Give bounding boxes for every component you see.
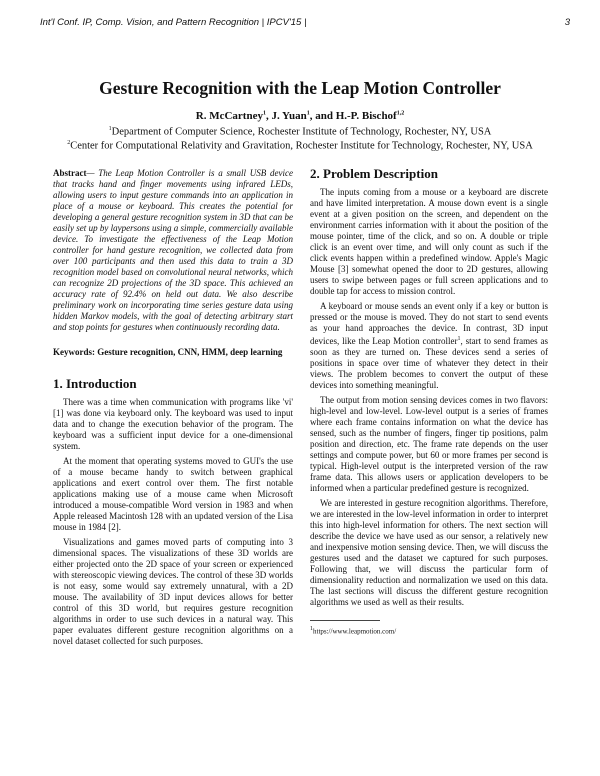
author-mccartney: R. McCartney bbox=[195, 110, 263, 122]
paragraph-text: , start to send frames as soon as they are turned on. These devices send a series of positions in space over time of whatever they detect in their views. The problem becomes to convert the output of these devices into something meaningful. bbox=[310, 336, 548, 390]
footnote bbox=[310, 624, 548, 637]
abstract-label: Abstract bbox=[53, 168, 87, 178]
author-affil-mark: 1,2 bbox=[396, 110, 405, 117]
footnote-url: https://www.leapmotion.com/ bbox=[313, 627, 397, 636]
running-header bbox=[40, 17, 570, 28]
paragraph: There was a time when communication with programs like 'vi' [1] was done via keyboard only. The keyboard was used to input data and to change the execution behavior of the program. The keyboard was a sufficient input device for a one-dimensional system. bbox=[53, 397, 293, 451]
page-number: 3 bbox=[564, 17, 570, 28]
paragraph: The inputs coming from a mouse or a keyboard are discrete and have limited interpretation. A mouse down event is a single event at a given position on the screen, and dependent on the environment carries information with it about the position of the mouse pointer, time of the click, and so on. A double or triple click is an event over time, and will only count as such if the click events happen within a predefined window. Apple's Magic Mouse [3] somewhat opened the door to 2D gestures, allowing users to swipe between pages or full screen applications and to double tap for access to mission control. bbox=[310, 187, 548, 296]
paragraph-text: A keyboard or mouse sends an event only if a key or button is pressed or the mouse is moved. They do not start to send events as your hand approaches the device. In contrast, 3D input devices, like the Leap Motion controller bbox=[310, 301, 548, 346]
abstract-text: — The Leap Motion Controller is a small USB device that tracks hand and finger movements using infrared LEDs, allowing users to input gesture commands into an application in place of a mouse or keyboard. This creates the potential for developing a general gesture recognition system in 3D that can be easily set up by laypersons using a simple, commercially available device. To investigate the effectiveness of the Leap Motion controller for hand gesture recognition, we collected data from over 100 participants and then used this data to train a 3D recognition model based on convolutional neural networks, which can recognize 2D projections of the 3D space. This achieved an accuracy rate of 92.4% on held out data. We also describe preliminary work on incorporating time series gesture data using hidden Markov models, with the goal of detecting arbitrary start and stop points for gestures when continuously recording data. bbox=[53, 168, 293, 332]
keywords: Keywords: Gesture recognition, CNN, HMM, deep learning bbox=[53, 347, 283, 357]
left-column bbox=[53, 168, 293, 651]
footnote-number: 1 bbox=[310, 626, 313, 632]
affiliation-text: Center for Computational Relativity and Gravitation, Rochester Institute for Technology, Rochester, NY, USA bbox=[70, 140, 533, 152]
footnote-divider bbox=[310, 620, 380, 621]
conference-header: Int'l Conf. IP, Comp. Vision, and Pattern Recognition | IPCV'15 | bbox=[40, 17, 307, 28]
author-bischof: , and H.-P. Bischof bbox=[309, 110, 397, 122]
section-heading-introduction: 1. Introduction bbox=[53, 376, 137, 391]
paragraph bbox=[310, 301, 548, 391]
abstract bbox=[53, 168, 293, 333]
author-affil-mark: 1 bbox=[262, 110, 266, 117]
section-heading-problem: 2. Problem Description bbox=[310, 166, 438, 181]
author-affil-mark: 1 bbox=[306, 110, 310, 117]
affiliation-mark: 1 bbox=[108, 126, 112, 132]
affiliation-1 bbox=[0, 126, 600, 138]
paragraph: We are interested in gesture recognition algorithms. Therefore, we are interested in the low-level information in order to interpret this into high-level information for others. The next section will describe the device we have used as our sensor, a relatively new and inexpensive motion sensing device. Then, we will discuss the gestures used and the dataset we captured for such purposes. Following that, we will discuss the particular form of dimensionality reduction and normalization we used on this data. The last sections will discuss the different gesture recognition algorithms we used as well as their results. bbox=[310, 498, 548, 607]
paragraph: The output from motion sensing devices comes in two flavors: high-level and low-level. Low-level output is a series of frames where each frame contains information on what the device has sensed, such as the number of fingers, finger tip positions, palm position and direction, etc. The frame rate depends on the user settings and compute power, but 60 or more frames per second is typical. High-level output is the interpreted version of the raw frame data. This allows users or application developers to be informed when a particular predefined gesture is recognized. bbox=[310, 395, 548, 493]
author-list bbox=[0, 110, 600, 122]
footnote-marker: 1 bbox=[457, 336, 461, 342]
paper-title: Gesture Recognition with the Leap Motion Controller bbox=[99, 78, 501, 98]
paragraph: Visualizations and games moved parts of computing into 3 dimensional spaces. The visualizations of these 3D worlds are either projected onto the 2D space of your screen or experienced with stereoscopic viewing devices. The control of these 3D worlds is not easy, some would say extremely unnatural, with a 2D mouse. The availability of 3D input devices allows for better control of this 3D world, but requires gesture recognition algorithms in order to use such devices in a natural way. This paper evaluates different gesture recognition algorithms on a novel dataset collected for such purposes. bbox=[53, 537, 293, 646]
affiliation-2 bbox=[0, 140, 600, 152]
affiliation-mark: 2 bbox=[67, 140, 71, 146]
author-yuan: , J. Yuan bbox=[265, 110, 307, 122]
right-column bbox=[310, 168, 548, 637]
affiliation-text: Department of Computer Science, Rochester Institute of Technology, Rochester, NY, USA bbox=[111, 126, 492, 138]
paragraph: At the moment that operating systems moved to GUI's the use of a mouse became handy to switch between graphical applications and exert control over them. The first notable applications making use of a mouse came when Microsoft introduced a mouse-compatible Word version in 1983 and when Apple released Macintosh 128 with an updated version of the Lisa mouse in 1984 [2]. bbox=[53, 456, 293, 532]
